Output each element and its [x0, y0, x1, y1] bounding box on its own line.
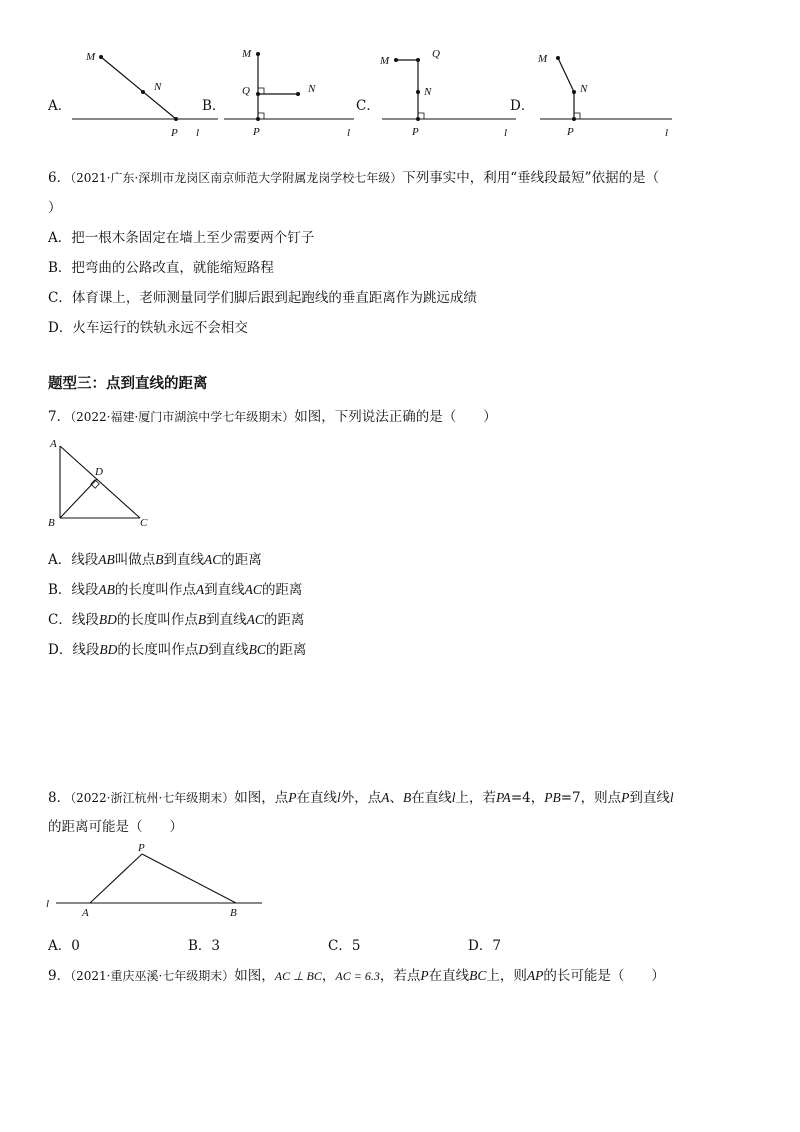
svg-text:M: M	[242, 48, 252, 60]
q5-option-d-letter: D．	[510, 98, 535, 114]
svg-text:D: D	[95, 466, 103, 478]
q8-option-b: B．3	[188, 938, 221, 954]
q6-number: 6．	[48, 170, 71, 186]
label-n: N	[154, 81, 162, 93]
svg-text:N: N	[424, 86, 432, 98]
svg-text:A: A	[82, 907, 89, 919]
section-3-title: 题型三：点到直线的距离	[48, 376, 208, 392]
svg-text:P: P	[567, 126, 574, 138]
svg-text:Q: Q	[432, 48, 440, 60]
svg-text:P: P	[253, 126, 260, 138]
point-m	[99, 55, 103, 59]
svg-text:l: l	[665, 127, 669, 139]
q7-option-b: B．线段AB的长度叫作点A到直线AC的距离	[48, 582, 303, 598]
svg-text:Q: Q	[242, 85, 250, 97]
q6-source: （2021·广东·深圳市龙岗区南京师范大学附属龙岗学校七年级）	[70, 171, 403, 185]
q7-figure	[40, 436, 160, 536]
q7-stem: 7．（2022·福建·厦门市湖滨中学七年级期末）如图，下列说法正确的是（ ）	[48, 409, 497, 425]
label-m: M	[86, 51, 96, 63]
q5-option-a-letter: A．	[48, 98, 72, 114]
q6-stem-end: ）	[48, 200, 62, 216]
q5-figure-b	[222, 40, 382, 140]
svg-text:l: l	[46, 898, 50, 910]
point-n	[141, 90, 145, 94]
q6-stem-text: 下列事实中，利用“垂线段最短”依据的是（	[402, 170, 660, 186]
q7-option-a: A．线段AB叫做点B到直线AC的距离	[48, 552, 262, 568]
q6-stem	[48, 166, 659, 186]
svg-text:N: N	[308, 83, 316, 95]
q8-stem: 8．（2022·浙江杭州·七年级期末）如图，点P在直线l外，点A、B在直线l上，若PA=4，PB=7，则点P到直线l	[48, 790, 674, 806]
svg-text:B: B	[48, 517, 55, 529]
svg-text:M: M	[538, 53, 548, 65]
label-p: P	[171, 127, 178, 139]
q6-option-b: B．把弯曲的公路改直，就能缩短路程	[48, 260, 274, 276]
q5-figure-d	[532, 40, 702, 140]
q5-figure-c	[376, 40, 536, 140]
svg-text:M: M	[380, 55, 390, 67]
q5-option-b-letter: B．	[202, 98, 226, 114]
svg-text:N: N	[580, 83, 588, 95]
q8-stem-line2: 的距离可能是（ ）	[48, 819, 183, 835]
q9-stem: 9．（2021·重庆巫溪·七年级期末）如图，AC ⊥ BC，AC = 6.3，若点P在直线BC上，则AP的长可能是（ ）	[48, 968, 665, 984]
svg-text:C: C	[140, 517, 148, 529]
q5-figure-a	[68, 40, 228, 140]
q8-option-c: C．5	[328, 938, 361, 954]
point-p	[174, 117, 178, 121]
svg-text:l: l	[347, 127, 351, 139]
q8-figure	[40, 838, 280, 928]
q5-option-c-letter: C．	[356, 98, 380, 114]
q5-figures	[40, 40, 740, 140]
q6-option-a: A．把一根木条固定在墙上至少需要两个钉子	[48, 230, 315, 246]
svg-text:l: l	[504, 127, 508, 139]
q8-option-d: D．7	[468, 938, 501, 954]
q6-option-d: D．火车运行的铁轨永远不会相交	[48, 320, 248, 336]
svg-text:P: P	[412, 126, 419, 138]
q7-option-d: D．线段BD的长度叫作点D到直线BC的距离	[48, 642, 307, 658]
q6-option-c: C．体育课上，老师测量同学们脚后跟到起跑线的垂直距离作为跳远成绩	[48, 290, 477, 306]
q8-option-a: A．0	[48, 938, 80, 954]
q7-option-c: C．线段BD的长度叫作点B到直线AC的距离	[48, 612, 305, 628]
label-l: l	[196, 127, 200, 139]
svg-text:P: P	[138, 842, 145, 854]
svg-text:B: B	[230, 907, 237, 919]
svg-text:A: A	[50, 438, 57, 450]
